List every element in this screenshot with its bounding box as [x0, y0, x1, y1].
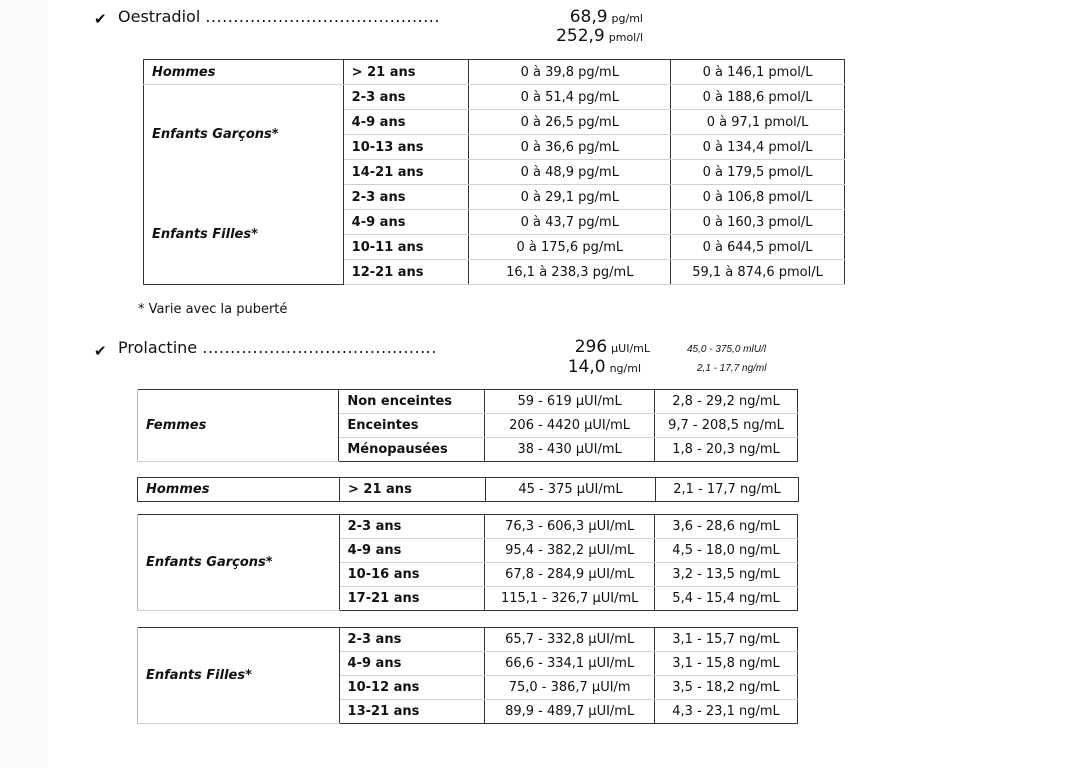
range-cell: 206 - 4420 µUI/mL [485, 414, 655, 438]
table-row [138, 628, 798, 652]
age-cell: 10-16 ans [339, 563, 485, 587]
age-cell: 14-21 ans [343, 160, 469, 185]
range-cell: 0 à 179,5 pmol/L [671, 160, 845, 185]
range-cell: 16,1 à 238,3 pg/mL [469, 260, 671, 285]
table-row [144, 60, 845, 85]
range-cell: 0 à 146,1 pmol/L [671, 60, 845, 85]
age-cell: 17-21 ans [339, 587, 485, 611]
range-cell: 3,1 - 15,7 ng/mL [655, 628, 798, 652]
range-cell: 66,6 - 334,1 µUI/mL [485, 652, 655, 676]
dot-leader: .......................................... [205, 7, 440, 26]
range-cell: 9,7 - 208,5 ng/mL [655, 414, 798, 438]
range-cell: 0 à 26,5 pg/mL [469, 110, 671, 135]
range-cell: 59 - 619 µUI/mL [485, 390, 655, 414]
age-cell: 13-21 ans [339, 700, 485, 724]
test-title-prolactine [118, 338, 437, 357]
age-cell: Ménopausées [339, 438, 485, 462]
age-cell: 10-11 ans [343, 235, 469, 260]
range-cell: 3,6 - 28,6 ng/mL [655, 515, 798, 539]
range-cell: 45 - 375 µUI/mL [486, 478, 656, 502]
table-row [138, 515, 798, 539]
range-cell: 0 à 29,1 pg/mL [469, 185, 671, 210]
range-cell: 0 à 36,6 pg/mL [469, 135, 671, 160]
result-value: 296 [574, 337, 608, 357]
group-cell: Enfants Filles* [144, 185, 344, 285]
result-line-1 [520, 337, 650, 357]
range-cell: 89,9 - 489,7 µUI/mL [485, 700, 655, 724]
result-line-2 [520, 357, 641, 377]
range-cell: 3,2 - 13,5 ng/mL [655, 563, 798, 587]
range-cell: 0 à 106,8 pmol/L [671, 185, 845, 210]
table-row [138, 478, 799, 502]
range-cell: 65,7 - 332,8 µUI/mL [485, 628, 655, 652]
test-title-oestradiol [118, 7, 440, 26]
group-cell: Enfants Garçons* [144, 85, 344, 185]
range-cell: 1,8 - 20,3 ng/mL [655, 438, 798, 462]
range-cell: 2,8 - 29,2 ng/mL [655, 390, 798, 414]
result-unit: ng/ml [609, 362, 641, 375]
reference-range-1: 45,0 - 375,0 mlU/l [687, 344, 766, 355]
result-unit: pmol/l [608, 31, 643, 44]
group-cell: Hommes [144, 60, 344, 85]
range-cell: 0 à 644,5 pmol/L [671, 235, 845, 260]
range-cell: 5,4 - 15,4 ng/mL [655, 587, 798, 611]
age-cell: 4-9 ans [343, 110, 469, 135]
range-cell: 0 à 48,9 pg/mL [469, 160, 671, 185]
range-cell: 0 à 97,1 pmol/L [671, 110, 845, 135]
age-cell: 4-9 ans [343, 210, 469, 235]
group-cell: Femmes [138, 390, 339, 462]
range-cell: 0 à 175,6 pg/mL [469, 235, 671, 260]
age-cell: Enceintes [339, 414, 485, 438]
result-unit: pg/ml [611, 12, 643, 25]
range-cell: 59,1 à 874,6 pmol/L [671, 260, 845, 285]
age-cell: 10-12 ans [339, 676, 485, 700]
page-margin [0, 0, 48, 768]
range-cell: 115,1 - 326,7 µUI/mL [485, 587, 655, 611]
range-cell: 76,3 - 606,3 µUI/mL [485, 515, 655, 539]
table-row [144, 85, 845, 110]
prolactine-femmes-table [137, 389, 798, 462]
result-value: 14,0 [567, 357, 606, 377]
range-cell: 75,0 - 386,7 µUI/m [485, 676, 655, 700]
range-cell: 0 à 160,3 pmol/L [671, 210, 845, 235]
check-icon: ✔ [94, 10, 107, 28]
range-cell: 95,4 - 382,2 µUI/mL [485, 539, 655, 563]
age-cell: 2-3 ans [343, 185, 469, 210]
result-value: 252,9 [556, 26, 605, 46]
range-cell: 4,3 - 23,1 ng/mL [655, 700, 798, 724]
dot-leader: .......................................... [202, 338, 437, 357]
range-cell: 0 à 188,6 pmol/L [671, 85, 845, 110]
result-line-2 [520, 26, 643, 46]
range-cell: 3,1 - 15,8 ng/mL [655, 652, 798, 676]
range-cell: 4,5 - 18,0 ng/mL [655, 539, 798, 563]
result-unit: µUI/mL [611, 342, 650, 355]
reference-range-2: 2,1 - 17,7 ng/ml [697, 363, 767, 374]
age-cell: 12-21 ans [343, 260, 469, 285]
age-cell: > 21 ans [340, 478, 486, 502]
table-row [138, 390, 798, 414]
range-cell: 0 à 134,4 pmol/L [671, 135, 845, 160]
age-cell: Non enceintes [339, 390, 485, 414]
age-cell: 2-3 ans [339, 515, 485, 539]
result-line-1 [520, 7, 643, 27]
age-cell: 10-13 ans [343, 135, 469, 160]
oestradiol-reference-table [143, 59, 845, 285]
range-cell: 0 à 43,7 pg/mL [469, 210, 671, 235]
age-cell: 2-3 ans [343, 85, 469, 110]
table-row [144, 185, 845, 210]
age-cell: 2-3 ans [339, 628, 485, 652]
prolactine-filles-table [137, 627, 798, 724]
test-name: Prolactine [118, 338, 198, 357]
group-cell: Hommes [138, 478, 340, 502]
age-cell: 4-9 ans [339, 652, 485, 676]
group-cell: Enfants Garçons* [138, 515, 340, 611]
age-cell: > 21 ans [343, 60, 469, 85]
group-cell: Enfants Filles* [138, 628, 340, 724]
result-value: 68,9 [569, 7, 608, 27]
range-cell: 67,8 - 284,9 µUI/mL [485, 563, 655, 587]
range-cell: 2,1 - 17,7 ng/mL [656, 478, 799, 502]
footnote: * Varie avec la puberté [138, 302, 288, 317]
age-cell: 4-9 ans [339, 539, 485, 563]
range-cell: 0 à 51,4 pg/mL [469, 85, 671, 110]
range-cell: 3,5 - 18,2 ng/mL [655, 676, 798, 700]
test-name: Oestradiol [118, 7, 201, 26]
range-cell: 38 - 430 µUI/mL [485, 438, 655, 462]
prolactine-hommes-table [137, 477, 799, 502]
prolactine-garcons-table [137, 514, 798, 611]
check-icon: ✔ [94, 342, 107, 360]
range-cell: 0 à 39,8 pg/mL [469, 60, 671, 85]
